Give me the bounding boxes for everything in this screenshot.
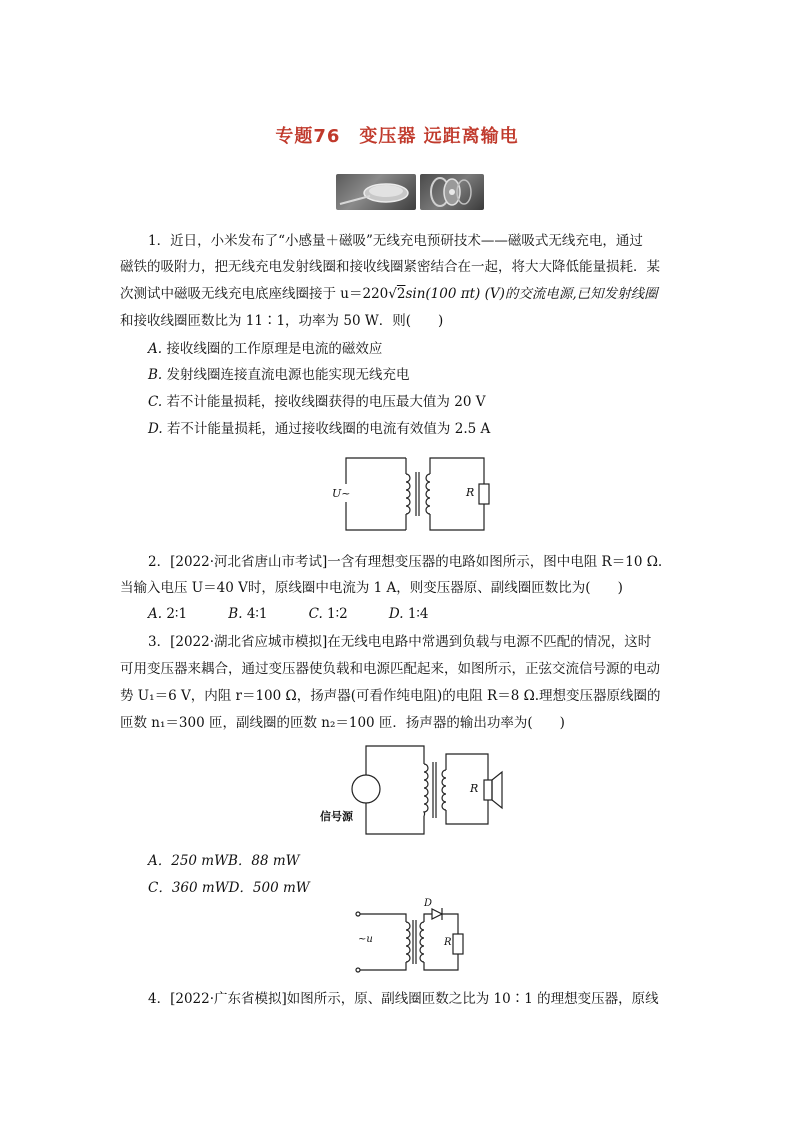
figure-1-transformer-circuit [320, 452, 500, 534]
question-3-line-4: 匝数 n₁＝300 匝，副线圈的匝数 n₂＝100 匝．扬声器的输出功率为( ) [120, 715, 565, 731]
q3-options-row-2[interactable]: C．360 mWD．500 mW [148, 880, 310, 896]
question-3-line-1: 3．[2022·湖北省应城市模拟]在无线电电路中常遇到负载与电源不匹配的情况，这时 [148, 634, 652, 650]
source-label: U~ [332, 487, 351, 500]
wireless-charger-photo [336, 174, 416, 210]
figure-4-diode-circuit [350, 898, 470, 978]
question-2-line-1: 2．[2022·河北省唐山市考试]一含有理想变压器的电路如图所示，图中电阻 R＝10 Ω. [148, 554, 663, 570]
resistor-label: R [470, 782, 479, 795]
q1-option-d[interactable]: D. 若不计能量损耗，通过接收线圈的电流有效值为 2.5 A [148, 421, 491, 437]
sqrt-symbol: √ [388, 286, 397, 302]
signal-source-label: 信号源 [320, 810, 353, 823]
q2-option-d[interactable]: D. 1∶4 [388, 606, 429, 622]
question-1-line-2: 磁铁的吸附力，把无线充电发射线圈和接收线圈紧密结合在一起，将大大降低能量损耗．某 [120, 259, 660, 275]
question-4-line-1: 4．[2022·广东省模拟]如图所示，原、副线圈匝数之比为 10∶1 的理想变压器，原线 [148, 991, 659, 1007]
q1-option-b[interactable]: B. 发射线圈连接直流电源也能实现无线充电 [148, 367, 410, 383]
question-3-line-3: 势 U₁＝6 V，内阻 r＝100 Ω，扬声器(可看作纯电阻)的电阻 R＝8 Ω.理想变压器原线圈的 [120, 688, 661, 704]
q2-option-a[interactable]: A. 2∶1 [148, 606, 188, 622]
magnet-coil-photo [420, 174, 484, 210]
question-1 [148, 228, 643, 255]
question-1-line-1: 1．近日，小米发布了“小感量＋磁吸”无线充电预研技术——磁吸式无线充电，通过 [148, 233, 643, 249]
formula-suffix: sin(100 πt) (V)的交流电源,已知发射线圈 [405, 286, 658, 302]
sqrt-radicand: 2 [396, 286, 406, 302]
q2-options [148, 601, 429, 627]
q2-option-c[interactable]: C. 1∶2 [308, 606, 348, 622]
formula-prefix: 次测试中磁吸无线充电底座线圈接于 u＝220 [120, 286, 389, 302]
page-title: 专题76 变压器 远距离输电 [275, 126, 519, 147]
question-1-line-3 [120, 281, 658, 308]
diode-label: D [424, 898, 433, 909]
q2-option-b[interactable]: B. 4∶1 [228, 606, 268, 622]
question-2-line-2: 当输入电压 U＝40 V时，原线圈中电流为 1 A，则变压器原、副线圈匝数比为( ) [120, 580, 623, 596]
question-1-line-4: 和接收线圈匝数比为 11∶1，功率为 50 W．则( ) [120, 313, 444, 329]
question-3-line-2: 可用变压器来耦合，通过变压器使负载和电源匹配起来，如图所示，正弦交流信号源的电动 [120, 661, 660, 677]
source-label: ~u [358, 934, 373, 945]
q1-option-c[interactable]: C. 若不计能量损耗，接收线圈获得的电压最大值为 20 V [148, 394, 486, 410]
q3-options-row-1[interactable]: A．250 mWB．88 mW [148, 853, 300, 869]
resistor-label: R [466, 486, 475, 499]
q1-option-a[interactable]: A. 接收线圈的工作原理是电流的磁效应 [148, 341, 383, 357]
resistor-label: R [444, 937, 452, 948]
figure-3-speaker-circuit [318, 742, 504, 838]
